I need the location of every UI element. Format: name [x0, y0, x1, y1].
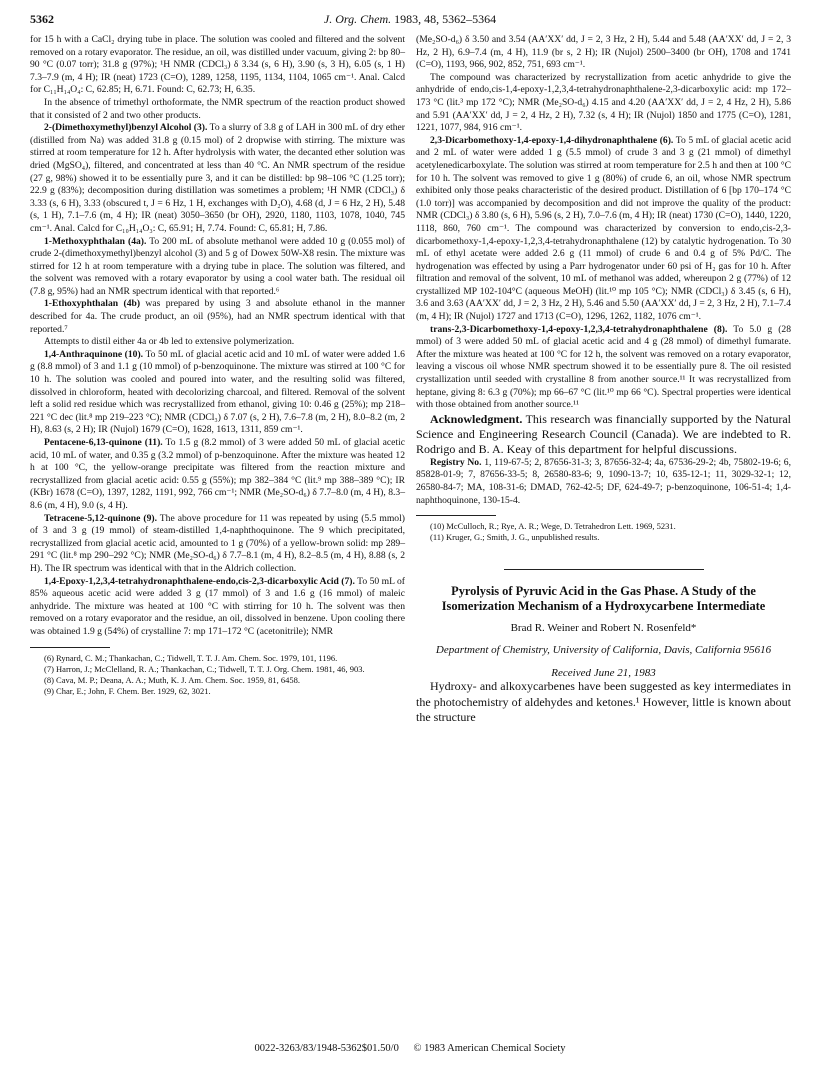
paragraph-body: was prepared by using 3 and absolute ethanol in the manner described for 4a. The crude product, an oil (95%), had an NMR spectrum identical with that reported.⁷: [30, 298, 405, 335]
paragraph-body: The above procedure for 11 was repeated by using (5.5 mmol) of 3 and 3 g (19 mmol) of steam-distilled 1,4-naphthoquinone. The 9 which precipitated, recrystallized from glacial acetic acid, amounted to 1 g (70%) of a yellow-brown solid: mp 289–291 °C (lit.⁸ mp 290–292 °C); NMR (Me₂SO-d₆) δ 7.7–8.1 (m, 4 H), 8.2–8.5 (m, 4 H), 8.88 (s, 2 H). The IR spectrum was identical with that in the Aldrich collection.: [30, 512, 405, 574]
paragraph: [30, 576, 405, 639]
journal-name: J. Org. Chem.: [323, 12, 392, 26]
article-affiliation: Department of Chemistry, University of California, Davis, California 95616: [435, 643, 772, 656]
paragraph: [30, 236, 405, 299]
footnote: (7) Harron, J.; McClelland, R. A.; Thankachan, C.; Tidwell, T. T. J. Org. Chem. 1981, 46, 903.: [44, 663, 365, 674]
issn-code: 0022-3263/83/1948-5362$01.50/0: [254, 1043, 399, 1054]
paragraph: [30, 122, 405, 235]
acknowledgment-heading: Acknowledgment.: [430, 411, 523, 426]
paragraph: [30, 349, 405, 437]
paragraph: The compound was characterized by recrystallization from acetic anhydride to give the anhydride of endo,cis-1,4-epoxy-1,2,3,4-tetrahydronaphthalene-2,3-dicarboxylic acid: mp 172–173 °C (lit.³ mp 172 °C); NMR (Me₂SO-d₆) 4.15 and 4.20 (AA′XX′ dd, J = 2, 4 Hz, 2 H), 5.86 and 5.91 (AA′XX′ dd, J = 2, 4 Hz, 2 H), 7.32 (s, 4 H); IR (Nujol) 1850 and 1775 (C=O), 1281, 1221, 1077, 984, 916 cm⁻¹.: [416, 71, 791, 134]
paragraph: [30, 437, 405, 513]
paragraph-body: To 200 mL of absolute methanol were added 10 g (0.055 mol) of crude 2-(dimethoxymethyl)benzyl alcohol (3) and 5 g of Dowex 50W-X8 resin. The mixture was stirred for 12 h at room temperature with a drying tube in place. The solution was filtered, and the solvent was removed with a rotary evaporator by using a cool water bath. The residual oil (7.8 g, 95%) had an NMR spectrum identical with that reported.⁶: [30, 235, 405, 297]
registry-heading: Registry No.: [430, 456, 482, 468]
paragraph: [416, 135, 791, 324]
compound-heading: 1,4-Epoxy-1,2,3,4-tetrahydronaphthalene-endo,cis-2,3-dicarboxylic Acid (7).: [44, 575, 355, 587]
article-title: Pyrolysis of Pyruvic Acid in the Gas Phase. A Study of the Isomerization Mechanism of a Hydroxycarbene Intermediate: [441, 584, 766, 614]
footnote: (6) Rynard, C. M.; Thankachan, C.; Tidwell, T. T. J. Am. Chem. Soc. 1979, 101, 1196.: [44, 652, 338, 663]
journal-year-pages: 1983, 48, 5362–5364: [394, 12, 497, 26]
left-column: [30, 34, 405, 697]
paragraph: [416, 324, 791, 412]
article-intro: Hydroxy- and alkoxycarbenes have been suggested as key intermediates in the photochemistry of aldehydes and ketones.¹ However, little is known about the structure: [416, 679, 791, 725]
right-column: [416, 34, 791, 726]
paragraph: [30, 298, 405, 336]
footnote-divider: [416, 515, 496, 516]
footnote: (9) Char, E.; John, F. Chem. Ber. 1929, 62, 3021.: [44, 685, 211, 696]
compound-heading: trans-2,3-Dicarbomethoxy-1,4-epoxy-1,2,3,4-tetrahydronaphthalene (8).: [430, 323, 728, 335]
registry-numbers: [416, 457, 791, 507]
paragraph-body: To 5.0 g (28 mmol) of 3 were added 50 mL of glacial acetic acid and 4 g (28 mmol) of dimethyl fumarate. After the mixture was heated at 100 °C for 12 h, the solvent was removed on a rotary evaporator, leaving a viscous oil whose NMR spectrum showed it to be essentially pure 8. The oil resisted crystallization until seeded with crystalline 8 from another source.¹¹ It was recrystallized from heptane, giving 8: 6.3 g (70%); mp 66–67 °C (lit.¹⁰ mp 66 °C). Spectral properties were identical with those obtained from another source.¹¹: [416, 323, 792, 411]
page-footer: [0, 1043, 820, 1054]
paragraph: for 15 h with a CaCl₂ drying tube in place. The solution was cooled and filtered and the solvent removed on a rotary evaporator. The residue, an oil, was distilled under vacuum, giving 2: bp 80–90 °C (0.07 torr); 31.8 g (97%); ¹H NMR (CDCl₃) δ 3.34 (s, 6 H), 3.90 (s, 3 H), 6.05 (s, 1 H) 7.3–7.9 (m, 4 H); IR (neat) 1723 (C=O), 1289, 1258, 1195, 1134, 1104, 1065 cm⁻¹. Anal. Calcd for C₁₁H₁₄O₄: C, 62.85; H, 6.71. Found: C, 62.73; H, 6.35.: [30, 34, 405, 96]
footnote: (10) McCulloch, R.; Rye, A. R.; Wege, D. Tetrahedron Lett. 1969, 5231.: [430, 521, 676, 532]
registry-text: 1, 119-67-5; 2, 87656-31-3; 3, 87656-32-4; 4a, 67536-29-2; 4b, 75802-19-6; 6, 85828-01-9; 7, 87656-33-5; 8, 26580-83-6; 9, 1090-13-7; 10, 635-12-1; 11, 3029-32-1; 12, 26580-84-7; MA, 108-31-6; DMAD, 762-42-5; DF, 624-49-7; p-benzoquinone, 106-51-4; 1,4-naphthoquinone, 130-15-4.: [416, 456, 791, 506]
footnote-divider: [30, 647, 110, 648]
received-date: Received June 21, 1983: [551, 666, 656, 679]
footnote: (8) Cava, M. P.; Deana, A. A.; Muth, K. J. Am. Chem. Soc. 1959, 81, 6458.: [44, 674, 300, 685]
journal-citation: [30, 10, 790, 28]
paragraph-body: To 5 mL of glacial acetic acid and 2 mL of water were added 1 g (5.5 mmol) of crude 3 and 3 g (21 mmol) of dimethyl acetylenedicarboxylate. The solution was stirred at room temperature for 2.5 h and then at 100 °C for 10 h. The solvent was removed to give 1 g (80%) of crude 6, an oil, whose NMR spectrum exhibited only those peaks characteristic of the desired product. Distillation of 6 [bp 170–174 °C (1.0 torr)] was accompanied by decomposition and did not improve the quality of the product: NMR (CDCl₃) δ 3.80 (s, 6 H), 5.96 (s, 2 H), 7.0–7.6 (m, 4 H); IR (neat) 1730 (C=O), 1440, 1220, 1118, 860, 760 cm⁻¹. The compound was characterized by conversion to endo,cis-2,3-dicarbomethoxy-1,4-epoxy-1,2,3,4-tetrahydronaphthalene (12) by catalytic hydrogenation. To 30 mL of ethyl acetate were added 2.6 g (11 mmol) of crude 6 and 0.4 g of 5% Pd/C. The hydrogenation was effected by using a Parr hydrogenator under 60 psi of H₂ gas for 10 h. After filtration and removal of the solvent, 10 mL of methanol was added, whereupon 2 g (77%) of 12 crystallized MP 102-104°C (aqueous MeOH) (lit.¹⁰ mp 105 °C); NMR (CDCl₃) δ 3.45 (s, 6 H), 3.6 and 3.63 (AA′XX′ dd, J = 2, 3 Hz, 2 H), 5.46 and 5.50 (AA′XX′ dd, J = 2, 3 Hz, 2 H), 7.1–7.4 (m, 4 H); IR (Nujol) 1727 and 1713 (C=O), 1296, 1262, 1182, 1076 cm⁻¹.: [416, 134, 791, 323]
paragraph: [30, 513, 405, 576]
page-number: 5362: [30, 12, 54, 26]
acknowledgment: [416, 412, 791, 457]
compound-heading: Pentacene-6,13-quinone (11).: [44, 437, 163, 448]
paragraph: In the absence of trimethyl orthoformate, the NMR spectrum of the reaction product showed that it consisted of 2 and two other products.: [30, 96, 405, 121]
article-separator: [504, 569, 704, 570]
paragraph-body: To 50 mL of glacial acetic acid and 10 mL of water were added 1.6 g (8.8 mmol) of 3 and 1.1 g (10 mmol) of p-benzoquinone. The mixture was stirred at 100 °C for 10 h. The solution was cooled and poured into water, and the resulting solid was filtered, dissolved in chloroform, heated with decolorizing charcoal, and filtered. Removal of the solvent left a solid red residue which was recrystallized from ethanol, giving 10: 0.46 g (25%); mp 218–221 °C dec (lit.⁸ mp 219–223 °C); NMR (CDCl₃) δ 7.07 (s, 2 H), 7.6–7.8 (m, 2 H), 8.0–8.2 (m, 2 H), 8.63 (s, 2 H); IR (Nujol) 1679 (C=O), 1628, 1613, 1311, 859 cm⁻¹.: [30, 348, 405, 436]
copyright: © 1983 American Chemical Society: [413, 1043, 566, 1054]
paragraph: (Me₂SO-d₆) δ 3.50 and 3.54 (AA′XX′ dd, J = 2, 3 Hz, 2 H), 5.44 and 5.48 (AA′XX′ dd, J = 2, 3 Hz, 2 H), 6.9–7.4 (m, 4 H), 11.9 (br s, 2 H); IR (Nujol) 2500–3400 (br OH), 1708 and 1741 (C=O), 1193, 966, 902, 852, 751, 693 cm⁻¹.: [416, 34, 791, 71]
compound-heading: 2,3-Dicarbomethoxy-1,4-epoxy-1,4-dihydronaphthalene (6).: [430, 134, 674, 146]
acknowledgment-text: This research was financially supported by the Natural Science and Engineering Research Council (Canada). We are indebted to R. Rodrigo and B. A. Keay of this department for helpful discussions.: [416, 411, 791, 456]
paragraph-body: To 1.5 g (8.2 mmol) of 3 were added 50 mL of glacial acetic acid, 10 mL of water, and 0.35 g (3.2 mmol) of p-benzoquinone. After the mixture was heated 12 h at 100 °C, the yellow-orange precipitate was filtered from the reaction mixture and recrystallized from glacial acetic acid: 0.55 g (55%); mp 382–384 °C (lit.⁹ mp 388–389 °C); IR (KBr) 1678 (C=O), 1397, 1282, 1191, 992, 766 cm⁻¹; NMR (Me₂SO-d₆) δ 7.7–8.0 (m, 4 H), 8.3–8.6 (m, 4 H), 9.0 (s, 4 H).: [30, 437, 405, 511]
article-authors: Brad R. Weiner and Robert N. Rosenfeld*: [510, 622, 697, 635]
footnote: (11) Kruger, G.; Smith, J. G., unpublished results.: [430, 532, 600, 543]
page-header: [30, 10, 790, 28]
paragraph-body: To a slurry of 3.8 g of LAH in 300 mL of dry ether (distilled from Na) was added 31.8 g (0.15 mol) of 2 dropwise with stirring. The mixture was stirred at room temperature for 12 h. After hydrolysis with water, the decanted ether solution was dried (MgSO₄), filtered, and concentrated at less than 40 °C. An NMR spectrum of the residue (27 g, 98%) showed it to be essentially pure 3, and it can be distilled: bp 98–106 °C (1.25 torr); 22.9 g (83%); decomposition during distillation was sometimes a problem; ¹H NMR (CDCl₃) δ 3.33 (s, 6 H), 3.33 (obscured t, J = 6 Hz, 1 H, exchanges with D₂O), 4.68 (d, J = 6 Hz, 2 H), 5.48 (s, 1 H), 7.1–7.6 (m, 4 H); IR (neat) 3050–3650 (br OH), 2920, 1180, 1103, 1078, 1040, 745 cm⁻¹. Anal. Calcd for C₁₀H₁₄O₃: C, 65.91; H, 7.74. Found: C, 65.81; H, 7.86.: [30, 122, 405, 234]
compound-heading: Tetracene-5,12-quinone (9).: [44, 512, 157, 524]
paragraph-body: To 50 mL of 85% aqueous acetic acid were added 3 g (17 mmol) of 3 and 1.6 g (16 mmol) of maleic anhydride. The mixture was heated at 100 °C with stirring for 10 h. The solvent was then removed on a rotary evaporator and the residue, an oil, dissolved in benzene. Upon cooling there was obtained 1.9 g (54%) of crystalline 7: mp 171–172 °C (acetonitrile); NMR: [30, 575, 405, 637]
paragraph: Attempts to distil either 4a or 4b led to extensive polymerization.: [44, 336, 295, 348]
compound-heading: 1,4-Anthraquinone (10).: [44, 348, 144, 360]
compound-heading: 1-Methoxyphthalan (4a).: [44, 235, 147, 247]
compound-heading: 2-(Dimethoxymethyl)benzyl Alcohol (3).: [44, 122, 208, 134]
compound-heading: 1-Ethoxyphthalan (4b): [44, 298, 141, 310]
